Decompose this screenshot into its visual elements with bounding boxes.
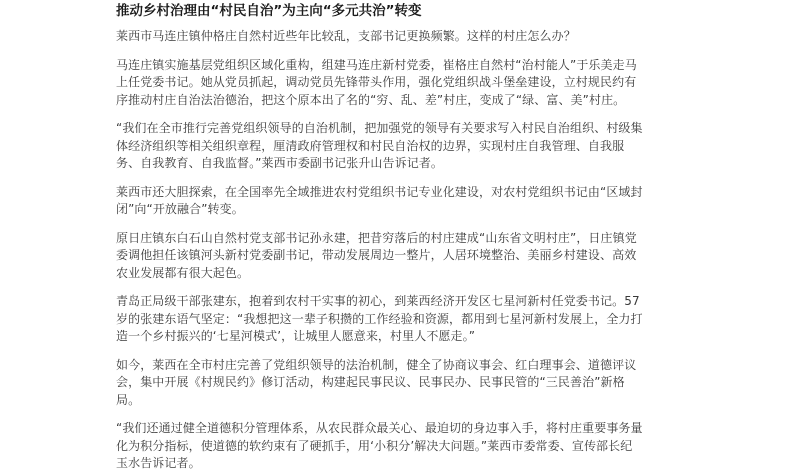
article-paragraph: 原日庄镇东白石山自然村党支部书记孙永建，把昔穷落后的村庄建成“山东省文明村庄”，日庄镇党委调他担任该镇河头新村党委副书记，带动发展周边一整片，人居环境整治、美丽乡村建设、高效农业发展都有很大起色。 [116,230,637,280]
article-paragraph: 莱西市马连庄镇仲格庄自然村近些年比较乱，支部书记更换频繁。这样的村庄怎么办？ [116,29,576,43]
article-paragraph: 青岛正局级干部张建东，抱着到农村干实事的初心，到莱西经济开发区七星河新村任党委书记。57岁的张建东语气坚定：“我想把这一辈子积攒的工作经验和资源，都用到七星河新村发展上，全力打造一个乡村振兴的‘七星河模式’，让城里人愿意来，村里人不愿走。” [116,294,643,343]
article-paragraph: 莱西市还大胆探索，在全国率先全域推进农村党组织书记专业化建设，对农村党组织书记由“区域封闭”向“开放融合”转变。 [116,184,643,216]
article-paragraph: 如今，莱西在全市村庄完善了党组织领导的法治机制，健全了协商议事会、红白理事会、道德评议会，集中开展《村规民约》修订活动，构建起民事民议、民事民办、民事民管的“三民善治”新格局。 [116,357,637,407]
article-paragraph: “我们还通过健全道德积分管理体系，从农民群众最关心、最迫切的身边事入手，将村庄重要事务量化为积分指标，使道德的软约束有了硬抓手，用‘小积分’解决大问题。”莱西市委常委、宣传部长纪玉水告诉记者。 [116,421,643,470]
article-paragraph: “我们在全市推行完善党组织领导的自治机制，把加强党的领导有关要求写入村民自治组织、村级集体经济组织等相关组织章程，厘清政府管理权和村民自治权的边界，实现村庄自我管理、自我服务、自我教育、自我监督。”莱西市委副书记张升山告诉记者。 [116,121,643,170]
article-title: 推动乡村治理由“村民自治”为主向“多元共治”转变 [116,3,422,19]
article-paragraph: 马连庄镇实施基层党组织区域化重构，组建马连庄新村党委，崔格庄自然村“治村能人”于乐美走马上任党委书记。她从党员抓起，调动党员先锋带头作用，强化党组织战斗堡垒建设，立村规民约有序推动村庄自治法治德治，把这个原本出了名的“穷、乱、差”村庄，变成了“绿、富、美”村庄。 [116,57,637,107]
